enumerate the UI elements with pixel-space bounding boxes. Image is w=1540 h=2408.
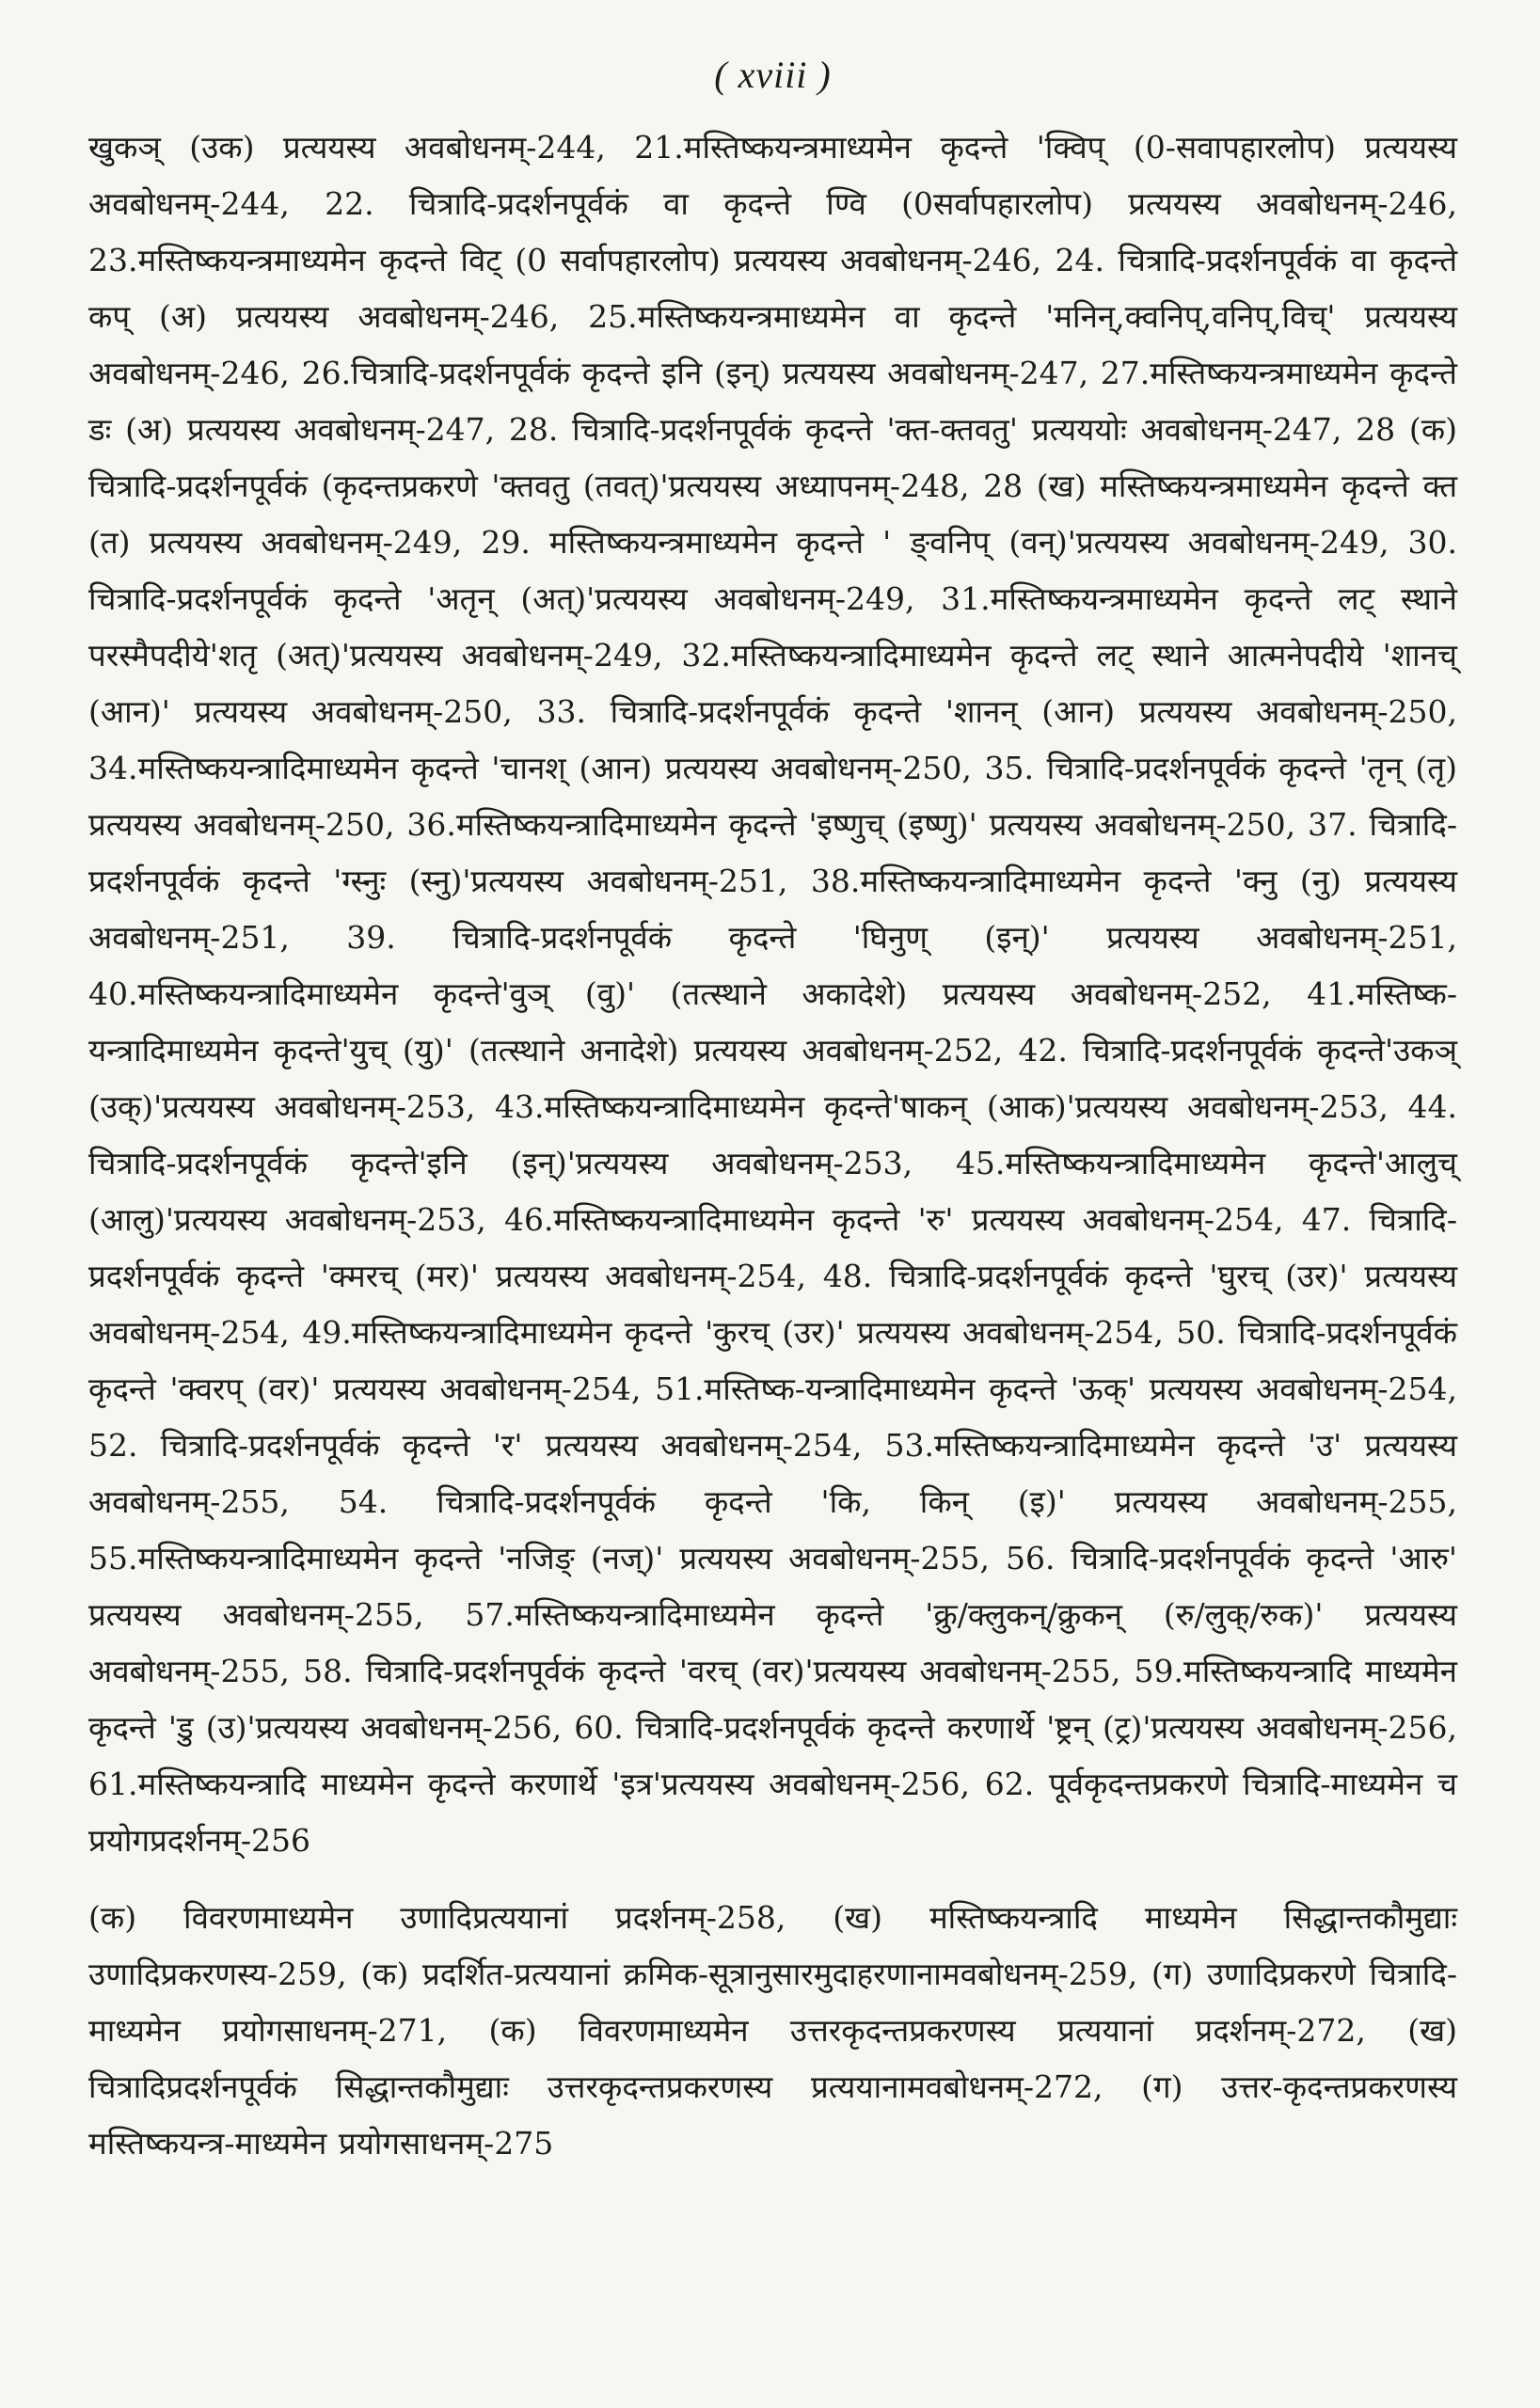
contents-paragraph-1: खुकञ् (उक) प्रत्ययस्य अवबोधनम्-244, 21.मस्तिष्कयन्त्रमाध्यमेन कृदन्ते 'क्विप् (0-सवापहारलोप) प्रत्ययस्य अवबोधनम्-244, 22. चित्रादि-प्रदर्शनपूर्वकं वा कृदन्ते ण्वि (0सर्वापहारलोप) प्रत्ययस्य अवबोधनम्-246, 23.मस्तिष्कयन्त्रमाध्यमेन कृदन्ते विट् (0 सर्वापहारलोप) प्रत्ययस्य अवबोधनम्-246, 24. चित्रादि-प्रदर्शनपूर्वकं वा कृदन्ते कप् (अ) प्रत्ययस्य अवबोधनम्-246, 25.मस्तिष्कयन्त्रमाध्यमेन वा कृदन्ते 'मनिन्,क्वनिप्,वनिप्,विच्' प्रत्ययस्य अवबोधनम्-246, 26.चित्रादि-प्रदर्शनपूर्वकं कृदन्ते इनि (इन्) प्रत्ययस्य अवबोधनम्-247, 27.मस्तिष्कयन्त्रमाध्यमेन कृदन्ते डः (अ) प्रत्ययस्य अवबोधनम्-247, 28. चित्रादि-प्रदर्शनपूर्वकं कृदन्ते 'क्त-क्तवतु' प्रत्यययोः अवबोधनम्-247, 28 (क) चित्रादि-प्रदर्शनपूर्वकं (कृदन्तप्रकरणे 'क्तवतु (तवत्)'प्रत्ययस्य अध्यापनम्-248, 28 (ख) मस्तिष्कयन्त्रमाध्यमेन कृदन्ते क्त (त) प्रत्ययस्य अवबोधनम्-249, 29. मस्तिष्कयन्त्रमाध्यमेन कृदन्ते ' ङ्वनिप् (वन्)'प्रत्ययस्य अवबोधनम्-249, 30. चित्रादि-प्रदर्शनपूर्वकं कृदन्ते 'अतृन् (अत्)'प्रत्ययस्य अवबोधनम्-249, 31.मस्तिष्कयन्त्रमाध्यमेन कृदन्ते लट् स्थाने परस्मैपदीये'शतृ (अत्)'प्रत्ययस्य अवबोधनम्-249, 32.मस्तिष्कयन्त्रादिमाध्यमेन कृदन्ते लट् स्थाने आत्मनेपदीये 'शानच् (आन)' प्रत्ययस्य अवबोधनम्-250, 33. चित्रादि-प्रदर्शनपूर्वकं कृदन्ते 'शानन् (आन) प्रत्ययस्य अवबोधनम्-250, 34.मस्तिष्कयन्त्रादिमाध्यमेन कृदन्ते 'चानश् (आन) प्रत्ययस्य अवबोधनम्-250, 35. चित्रादि-प्रदर्शनपूर्वकं कृदन्ते 'तृन् (तृ) प्रत्ययस्य अवबोधनम्-250, 36.मस्तिष्कयन्त्रादिमाध्यमेन कृदन्ते 'इष्णुच् (इष्णु)' प्रत्ययस्य अवबोधनम्-250, 37. चित्रादि-प्रदर्शनपूर्वकं कृदन्ते 'ग्स्नुः (स्नु)'प्रत्ययस्य अवबोधनम्-251, 38.मस्तिष्कयन्त्रादिमाध्यमेन कृदन्ते 'क्नु (नु) प्रत्ययस्य अवबोधनम्-251, 39. चित्रादि-प्रदर्शनपूर्वकं कृदन्ते 'घिनुण् (इन्)' प्रत्ययस्य अवबोधनम्-251, 40.मस्तिष्कयन्त्रादिमाध्यमेन कृदन्ते'वुञ् (वु)' (तत्स्थाने अकादेशे) प्रत्ययस्य अवबोधनम्-252, 41.मस्तिष्क-यन्त्रादिमाध्यमेन कृदन्ते'युच् (यु)' (तत्स्थाने अनादेशे) प्रत्ययस्य अवबोधनम्-252, 42. चित्रादि-प्रदर्शनपूर्वकं कृदन्ते'उकञ् (उक्)'प्रत्ययस्य अवबोधनम्-253, 43.मस्तिष्कयन्त्रादिमाध्यमेन कृदन्ते'षाकन् (आक)'प्रत्ययस्य अवबोधनम्-253, 44. चित्रादि-प्रदर्शनपूर्वकं कृदन्ते'इनि (इन्)'प्रत्ययस्य अवबोधनम्-253, 45.मस्तिष्कयन्त्रादिमाध्यमेन कृदन्ते'आलुच् (आलु)'प्रत्ययस्य अवबोधनम्-253, 46.मस्तिष्कयन्त्रादिमाध्यमेन कृदन्ते 'रु' प्रत्ययस्य अवबोधनम्-254, 47. चित्रादि-प्रदर्शनपूर्वकं कृदन्ते 'क्मरच् (मर)' प्रत्ययस्य अवबोधनम्-254, 48. चित्रादि-प्रदर्शनपूर्वकं कृदन्ते 'घुरच् (उर)' प्रत्ययस्य अवबोधनम्-254, 49.मस्तिष्कयन्त्रादिमाध्यमेन कृदन्ते 'कुरच् (उर)' प्रत्ययस्य अवबोधनम्-254, 50. चित्रादि-प्रदर्शनपूर्वकं कृदन्ते 'क्वरप् (वर)' प्रत्ययस्य अवबोधनम्-254, 51.मस्तिष्क-यन्त्रादिमाध्यमेन कृदन्ते 'ऊक्' प्रत्ययस्य अवबोधनम्-254, 52. चित्रादि-प्रदर्शनपूर्वकं कृदन्ते 'र' प्रत्ययस्य अवबोधनम्-254, 53.मस्तिष्कयन्त्रादिमाध्यमेन कृदन्ते 'उ' प्रत्ययस्य अवबोधनम्-255, 54. चित्रादि-प्रदर्शनपूर्वकं कृदन्ते 'कि, किन् (इ)' प्रत्ययस्य अवबोधनम्-255, 55.मस्तिष्कयन्त्रादिमाध्यमेन कृदन्ते 'नजिङ् (नज्)' प्रत्ययस्य अवबोधनम्-255, 56. चित्रादि-प्रदर्शनपूर्वकं कृदन्ते 'आरु' प्रत्ययस्य अवबोधनम्-255, 57.मस्तिष्कयन्त्रादिमाध्यमेन कृदन्ते 'क्रु/क्लुकन्/क्रुकन् (रु/लुक्/रुक)' प्रत्ययस्य अवबोधनम्-255, 58. चित्रादि-प्रदर्शनपूर्वकं कृदन्ते 'वरच् (वर)'प्रत्ययस्य अवबोधनम्-255, 59.मस्तिष्कयन्त्रादि माध्यमेन कृदन्ते 'डु (उ)'प्रत्ययस्य अवबोधनम्-256, 60. चित्रादि-प्रदर्शनपूर्वकं कृदन्ते करणार्थे 'ष्ट्रन् (ट्र)'प्रत्ययस्य अवबोधनम्-256, 61.मस्तिष्कयन्त्रादि माध्यमेन कृदन्ते करणार्थे 'इत्र'प्रत्ययस्य अवबोधनम्-256, 62. पूर्वकृदन्तप्रकरणे चित्रादि-माध्यमेन च प्रयोगप्रदर्शनम्-256	[88, 129, 1457, 1859]
page-number: ( xviii )	[714, 54, 832, 96]
contents-paragraph-2: (क) विवरणमाध्यमेन उणादिप्रत्ययानां प्रदर्शनम्-258, (ख) मस्तिष्कयन्त्रादि माध्यमेन सिद्धान्तकौमुद्याः उणादिप्रकरणस्य-259, (क) प्रदर्शित-प्रत्ययानां क्रमिक-सूत्रानुसारमुदाहरणानामवबोधनम्-259, (ग) उणादिप्रकरणे चित्रादि-माध्यमेन प्रयोगसाधनम्-271, (क) विवरणमाध्यमेन उत्तरकृदन्तप्रकरणस्य प्रत्ययानां प्रदर्शनम्-272, (ख) चित्रादिप्रदर्शनपूर्वकं सिद्धान्तकौमुद्याः उत्तरकृदन्तप्रकरणस्य प्रत्ययानामवबोधनम्-272, (ग) उत्तर-कृदन्तप्रकरणस्य मस्तिष्कयन्त्र-माध्यमेन प्रयोगसाधनम्-275	[88, 1899, 1457, 2162]
document-page	[88, 53, 1457, 2357]
